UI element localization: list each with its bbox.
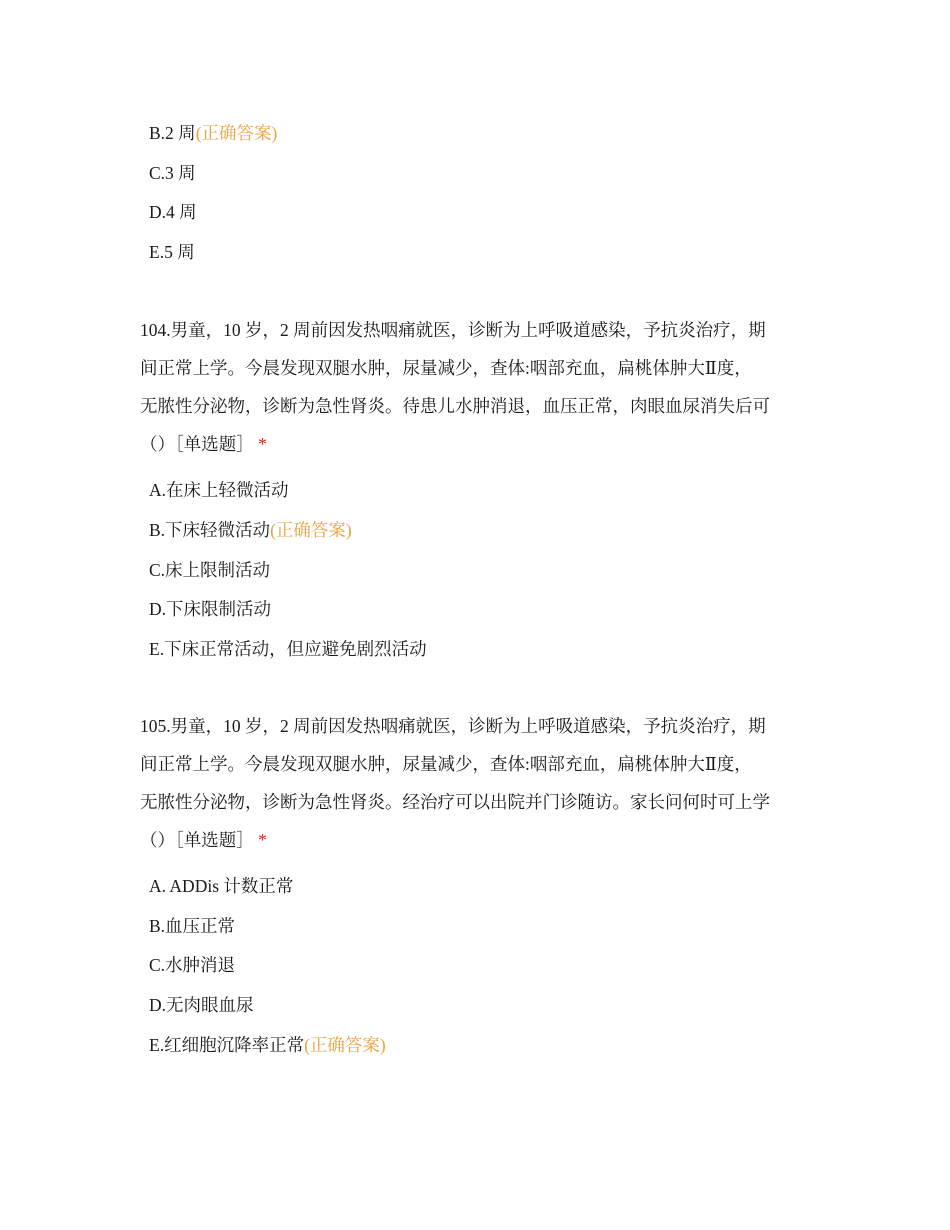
option-text: D.下床限制活动 [149, 599, 272, 619]
q105-stem-line-1: 105.男童，10 岁，2 周前因发热咽痛就医，诊断为上呼吸道感染，予抗炎治疗，期 [140, 716, 766, 736]
required-mark: * [258, 434, 267, 454]
correct-answer-tag: (正确答案) [270, 520, 352, 540]
q103-option-d [149, 200, 197, 224]
option-text: C.3 周 [149, 163, 196, 183]
q103-option-b [149, 121, 277, 145]
option-text: E.红细胞沉降率正常 [149, 1035, 305, 1055]
q104-stem-line-1: 104.男童，10 岁，2 周前因发热咽痛就医，诊断为上呼吸道感染，予抗炎治疗，期 [140, 320, 766, 340]
q105-stem-line-2: 间正常上学。今晨发现双腿水肿，尿量减少，查体:咽部充血，扁桃体肿大Ⅱ度， [140, 754, 752, 774]
q105-stem-tail [140, 828, 267, 852]
question-type-label: （）［单选题］ [140, 830, 254, 850]
option-text: B.2 周 [149, 123, 196, 143]
q104-option-b [149, 518, 352, 542]
correct-answer-tag: (正确答案) [304, 1035, 386, 1055]
option-text: C.床上限制活动 [149, 560, 271, 580]
required-mark: * [258, 830, 267, 850]
option-text: B.血压正常 [149, 916, 236, 936]
option-text: E.下床正常活动，但应避免剧烈活动 [149, 639, 427, 659]
q104-stem-line-3: 无脓性分泌物，诊断为急性肾炎。待患儿水肿消退，血压正常，肉眼血尿消失后可 [140, 396, 770, 416]
q104-option-c [149, 558, 270, 582]
option-text: E.5 周 [149, 242, 195, 262]
q105-option-a [149, 874, 293, 898]
q105-stem-line-3: 无脓性分泌物，诊断为急性肾炎。经治疗可以出院并门诊随访。家长问何时可上学 [140, 792, 770, 812]
correct-answer-tag: (正确答案) [195, 123, 278, 143]
option-text: A.在床上轻微活动 [149, 480, 289, 500]
q104-stem-tail [140, 432, 267, 456]
q105-option-d [149, 993, 254, 1017]
q105-option-c [149, 953, 235, 977]
option-text: C.水肿消退 [149, 955, 236, 975]
q104-option-e [149, 637, 427, 661]
q105-option-b [149, 914, 235, 938]
q103-option-c [149, 161, 196, 185]
question-type-label: （）［单选题］ [140, 434, 254, 454]
q105-option-e [149, 1033, 386, 1057]
option-text: B.下床轻微活动 [149, 520, 271, 540]
option-text: D.4 周 [149, 202, 197, 222]
q104-option-d [149, 597, 271, 621]
option-text: A. ADDis 计数正常 [149, 876, 294, 896]
q103-option-e [149, 240, 195, 264]
q104-stem-line-2: 间正常上学。今晨发现双腿水肿，尿量减少，查体:咽部充血，扁桃体肿大Ⅱ度， [140, 358, 752, 378]
q104-option-a [149, 478, 289, 502]
option-text: D.无肉眼血尿 [149, 995, 254, 1015]
